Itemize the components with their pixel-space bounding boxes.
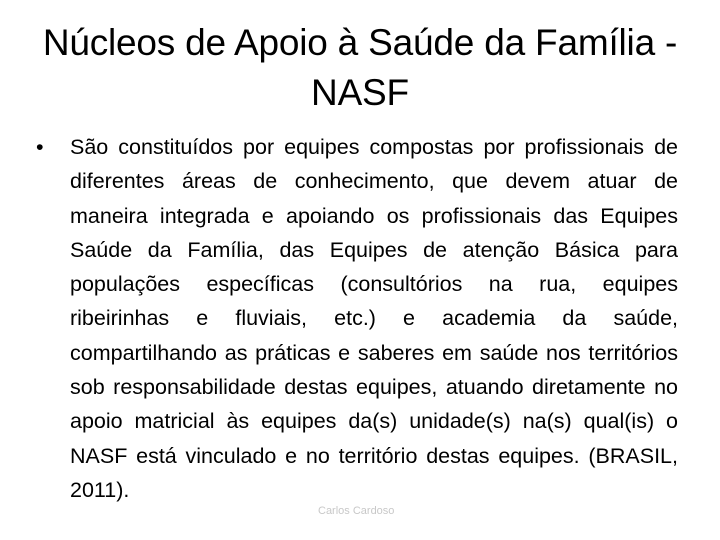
bullet-text: São constituídos por equipes compostas por profissionais de diferentes áreas de conhecimento, que devem atuar de maneira integrada e apoiando os profissionais das Equipes Saúde da Família, das Equipes de atenção Básica para populações específicas (consultórios na rua, equipes ribeirinhas e fluviais, etc.) e academia da saúde, compartilhando as práticas e saberes em saúde nos territórios sob responsabilidade destas equipes, atuando diretamente no apoio matricial às equipes da(s) unidade(s) na(s) qual(is) o NASF está vinculado e no território destas equipes. (BRASIL, 2011).: [70, 135, 678, 502]
bullet-item: [36, 130, 678, 507]
bullet-list: [36, 130, 678, 507]
bullet-marker: •: [36, 135, 44, 159]
slide-title: Núcleos de Apoio à Saúde da Família - NASF: [42, 22, 678, 113]
watermark-text: Carlos Cardoso: [318, 505, 395, 517]
